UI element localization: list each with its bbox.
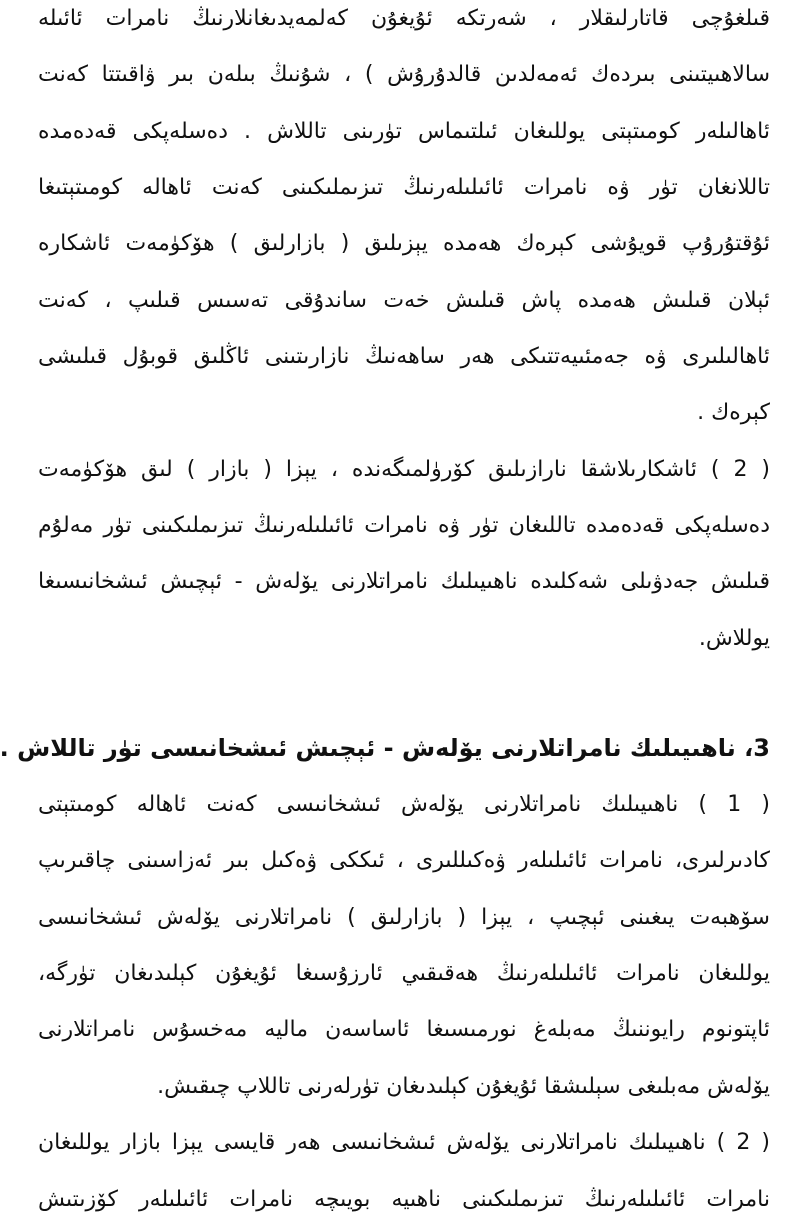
paragraph-4-line-2: نامرات ئائىلىلەرنىڭ تىزىملىكىنى ناھىيە بويىچە نامرات ئائىلىلەر كۆزىتىش <box>38 1187 770 1212</box>
paragraph-4-line-1: ( 2 ) ناھىيىلىك نامراتلارنى يۆلەش ئىشخانىسى ھەر قايسى يېزا بازار يوللىغان <box>38 1130 770 1155</box>
paragraph-1-line-4: تاللانغان تۈر ۋە نامرات ئائىلىلەرنىڭ تىزىملىكىنى كەنت ئاھالە كومىتېتىغا <box>38 175 770 200</box>
paragraph-3-line-3: سۆھبەت يىغىنى ئېچىپ ، يېزا ( بازارلىق ) نامراتلارنى يۆلەش ئىشخانىسى <box>38 905 770 930</box>
paragraph-3-line-4: يوللىغان نامرات ئائىلىلەرنىڭ ھەقىقىي ئارزۇسىغا ئۇيغۇن كېلىدىغان تۈرگە، <box>38 961 770 986</box>
paragraph-3-line-2: كادىرلىرى، نامرات ئائىلىلەر ۋەكىللىرى ، ئىككى ۋەكىل بىر ئەزاسىنى چاقىرىپ <box>38 848 770 873</box>
paragraph-3-line-6: يۆلەش مەبلىغى سېلىشقا ئۇيغۇن كېلىدىغان تۈرلەرنى تاللاپ چىقىش. <box>157 1074 770 1099</box>
paragraph-1-line-8: كېرەك . <box>697 400 770 425</box>
paragraph-2-line-2: دەسلەپكى قەدەمدە تاللىغان تۈر ۋە نامرات ئائىلىلەرنىڭ تىزىملىكىنى تۈر مەلۇم <box>38 513 770 538</box>
paragraph-1-line-3: ئاھالىلەر كومىتېتى يوللىغان ئىلتىماس تۈرىنى تاللاش . دەسلەپكى قەدەمدە <box>38 119 770 144</box>
paragraph-1-line-7: ئاھالىلىرى ۋە جەمئىيەتتىكى ھەر ساھەنىڭ نازارىتىنى ئاڭلىق قوبۇل قىلىشى <box>38 344 770 369</box>
paragraph-1-line-5: ئۇقتۇرۇپ قويۇشى كېرەك ھەمدە يېزىلىق ( بازارلىق ) ھۆكۈمەت ئاشكارە <box>38 231 770 256</box>
paragraph-2-line-1: ( 2 ) ئاشكارىلاشقا نارازىلىق كۆرۈلمىگەندە ، يېزا ( بازار ) لىق ھۆكۈمەت <box>38 457 770 482</box>
paragraph-3-line-1: ( 1 ) ناھىيىلىك نامراتلارنى يۆلەش ئىشخانىسى كەنت ئاھالە كومىتېتى <box>38 792 770 817</box>
paragraph-3-line-5: ئاپتونوم رايوننىڭ مەبلەغ نورمىسىغا ئاساسەن ماليە مەخسۇس نامراتلارنى <box>38 1017 770 1042</box>
paragraph-1-line-1: قىلغۇچى قاتارلىقلار ، شەرتكە ئۇيغۇن كەلمەيدىغانلارنىڭ نامرات ئائىلە <box>38 6 770 31</box>
paragraph-1-line-6: ئېلان قىلىش ھەمدە پاش قىلىش خەت ساندۇقى تەسىس قىلىپ ، كەنت <box>38 288 770 313</box>
section-heading: 3، ناھىيىلىك نامراتلارنى يۆلەش - ئېچىش ئىشخانىسى تۈر تاللاش . <box>0 734 770 762</box>
paragraph-2-line-4: يوللاش. <box>698 626 770 651</box>
paragraph-1-line-2: سالاھىيتىنى بىردەك ئەمەلدىن قالدۇرۇش ) ، شۇنىڭ بىلەن بىر ۋاقىتتا كەنت <box>38 62 770 87</box>
paragraph-2-line-3: قىلىش جەدۋىلى شەكلىدە ناھىيىلىك نامراتلارنى يۆلەش - ئېچىش ئىشخانىسىغا <box>38 569 770 594</box>
